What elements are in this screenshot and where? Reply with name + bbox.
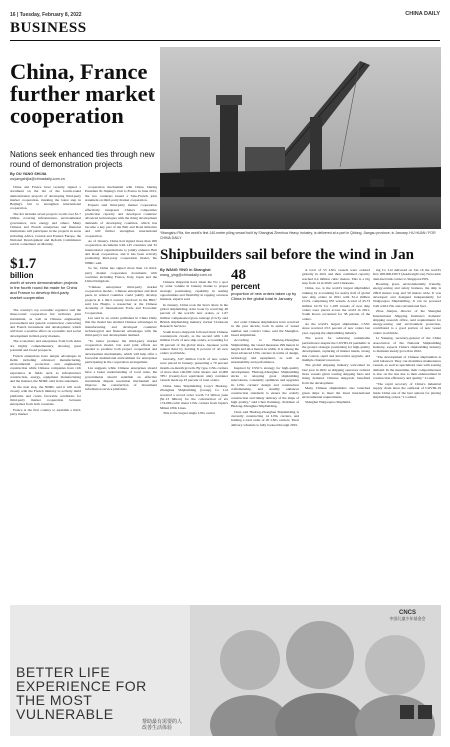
ad-chinese-slogan: 帮助最有需要的人 改善生活体验 (142, 719, 183, 731)
ad-brand: CNCS 中国儿童少年基金会 (389, 610, 426, 621)
stat-desc-2: proportion of new orders taken up by China in the global total in January (231, 291, 297, 301)
qr-code-1 (400, 705, 414, 719)
article1-col1a: China and France have recently signed a document on the list of the fourth-round demonstration projects of developing third-party market cooperation, marking the latest step in Beijing's bid to strengthen international cooperation. The list includes seven projects worth over $1.7 billion, covering infrastructure, environmental governance, new energy and others. Many Chinese and French enterprises and financial institutions will participate in the projects in areas including Africa, Central and Eastern Europe, the National Development and Reform Commission said in a statement on Monday. (10, 185, 81, 247)
ship-photo (160, 47, 441, 229)
byline: By OU YANG SHIJIA ouyangshijia@chinadaily.com.cn (10, 172, 65, 181)
advertisement (10, 605, 441, 736)
section-rule (10, 40, 440, 41)
article1-col2: cooperation mechanism with China. During President Xi Jinping's visit to France in June 2015, the two countries issued a Sino-French joint statement on third-party market cooperation. Experts said third-party market cooperation effectively integrates China's competitive production capacity and developed countries' advanced technologies with the rising development demands of developing countries, which has become a key part of the Belt and Road Initiative and will further strengthen international cooperation. As of January, China had signed more than 200 cooperation documents with 145 countries and 32 international organizations to jointly enhance Belt and Road cooperation, and it has been actively promoting third-party cooperation model, the NDRC said. So far, China has signed more than 14 third-party market cooperation documents with countries including France, Italy, Japan and the United Kingdom. "Chinese enterprises' third-party market cooperation model... Chinese enterprises and their peers in related countries could jointly develop projects in a third country involved in the BRI," said Liu Huajia, a researcher at the Chinese Academy of International Trade and Economic Cooperation. Liu said in an article published in China Daily that the model has enabled Chinese advantages in manufacturing and developed countries' technological and financial advantages with the third-party's real development demand. "To better promote the third-party market cooperation model, Liu said joint efforts are needed to promote both project cooperation and development mechanisms, which will help offer a favorable institutional environment for enterprises participating in the cooperation arrangement. Liu suggests while Chinese enterprises should have a better understanding of local rules, the governments should establish an effective investment dispute resolution mechanism and improve the construction of investment information service platforms. (85, 185, 157, 392)
stat-callout-billion (10, 257, 81, 300)
stat-desc: worth of seven demonstration projects in the fourth round list made for China and France to develop third-party market cooperation (10, 280, 78, 300)
page-number: 16 | Tuesday, February 8, 2022 (10, 12, 82, 18)
headline-shipbuilders: Shipbuilders sail before the wind in Jan (160, 247, 414, 263)
page-header (10, 10, 440, 20)
stat-value: $1.7 (10, 256, 37, 272)
article2-col2: rier order Chinese shipbuilders have received in the past decade, both in terms of vessel number and contract value, said the Shanghai-based shipbuilder. According to Hudong-Zhonghua Shipbuilding, the vessel measures 299 meters in length and 46.4 meters in width. It is among the most advanced LNG carriers in terms of design, technology, and equipment, as well as sustainability and performance. Inspired by CSSC's strategy for high-quality development, Hudong-Zhonghua Shipbuilding sticks to adopting great shipbuilding innovations, constantly optimizes and upgrades its LNG carriers' design and construction craftsmanship, and steadily enhances construction standards to ensure the orderly construction and timely delivery of the ships of high quality," said Chen Jianliang, chairman of Hudong-Zhonghua Shipbuilding. Chen said Hudong-Zhonghua Shipbuilding is currently constructing 14 LNG carriers, and holding a total order of 20 LNG carriers. Their delivery schedule is fully booked through 2025. (231, 320, 299, 427)
stat-value-2: 48 (231, 267, 246, 283)
article2-col1: Chinese shipyards have taken the No 1 spot by order volume in January thanks to proper strategic positioning, capability in seizing opportunities and flexibility in tapping overseas markets, experts said. In January, China took the lion's share in the global shipbuilding order book by receiving 48 percent of the world's new orders, or 1.67 million compensated gross tonnage (CGT), said British shipbuilding industry tracker Clarksons Research Services. South Korea shipyards followed their Chinese counterparts closely, as the second with 1.26 million CGTs of new ship orders, accounting for 36 percent of the global share. Japanese yards ranked third by holding 6 percent of all new orders worldwide. Globally, 3.87 million CGTs of new orders were placed in January, presenting a 70 percent month-on-month growth. By type, LNG carriers of more than 140,000 cubic meters and 12,000 TEU (twenty-foot equivalent unit) container vessels made up 43 percent of total orders. China State Shipbuilding Corp's Hudong-Zhonghua Shipbuilding (Group) Co Ltd received a record order worth 7.2 billion yuan ($1.13 billion) for the construction of six 174,000-cubic meter LNG carriers from Japan's Mitsui OSK Lines. This is the largest single LNG carrier (160, 280, 228, 416)
stat-unit: billion (10, 271, 34, 280)
qr-code-2 (418, 705, 432, 719)
article2-col4: ing Co Ltd delivered on Jan 16 the world's first 208,000-DWT (deadweight ton) Newcastle dual-fuel bulk carrier to Singapore EPS. Boasting great, environmentally friendly, energy-saving and safety features, the ship is 299.8 meters long and 50 meters wide. It was developed and designed independently for Waigaoqiao Shipbuilding. It can be powered both with LNG and conventional fuel. Zhou Jianjun, director of the Shanghai International Shipping Institute's domestic shipping research office, said requirements for energy-saving and environment protection, contributed to a good portion of new vessel orders worldwide. Li Yanqing, secretary-general of the China Association of the National Shipbuilding Industry, expects China's shipbuilding industry to maintain steady growth in 2022. "The development of Chinese shipbuilders is well balanced. They can maximize maintenance vessels, as well as specialized ones with soaring demand. In the meantime, their competitiveness is also on the rise due to their enhancement in construction efficiency and quality," Li said. "The rapid recovery of China's industrial supply chain since the outbreak of COVID-19 made China one of the best options for placing shipbuilding orders," Li added. (373, 268, 441, 399)
stat-unit-2: percent (231, 282, 260, 291)
article1-col1b: The country's top economic regulator said the three-round cooperation list indicates joint investment, as well as Chinese engineering procurement and general construction contracting and French investment and development, which will have a positive effect on economic and social development in third-party markets. The economics and enterprises from both sides are highly complementary, showing great potential and broad prospects. French enterprises have unique advantages in fields including advanced manufacturing, environmental protection and engineering construction while Chinese companies have rich experience in fields such as infrastructure construction, energy, equipment manufacturing and the internet, the NDRC said in the statement. In the next step, the NDRC said it will work closely with the French ministry to actively build platforms and create favorable conditions for third-party market cooperation between enterprises from both countries. France is the first country to establish a third-party market (10, 308, 81, 417)
stat-callout-percent (231, 268, 299, 301)
photo-caption: Yibangshu Fifa, the world's first 140-meter piling vessel built by Shanghai Zhenhua Heavy Industry, is delivered at a port in Qidong, Jiangsu province, in January. HU HUAN / FOR CHINA DAILY (160, 231, 436, 240)
byline-2: By WANG YING in Shanghai wang_ying@chinadaily.com.cn (160, 268, 212, 277)
subheadline: Nations seek enhanced ties through new round of demonstration projects (10, 150, 155, 169)
ad-headline: BETTER LIFE EXPERIENCE FOR THE MOST VULNERABLE (16, 664, 147, 722)
publication-name: CHINA DAILY (405, 11, 440, 17)
headline-china-france: China, France further market cooperation (10, 59, 156, 128)
article2-col3: A total of 55 LNG vessels were ordered globally in 2021 and their combined capacity reached 9.4 million cubic meters. This is a big leap from 14 in 2020, said Clarksons. China, too, is the world's largest shipbuilder ranking by accounting for nearly half of global new ship orders in 2021 with 32.4 million CGTs, comprising 955 vessels. A total of 45.73 million GCTs for 1,168 vessels of new ship orders were placed across the world in 2021, South Korea accounted for 38 percent of the orders. As the world's largest shipbuilder, CSSC alone received 23.5 percent of new orders last year, topping the shipbuilding industry. The secret for achieving remarkable performance despite the COVID-19 pandemic is the group's strategic positioning for high-quality development, capturing of market trends, strong risk control, rapid and innovative upgrade, and multiple channel resources. The global shipping industry welcomed its best year in 2021 as shipping operators ordered more vessels given soaring shipping fares and rising demand. Chinese shipyards benefited from the development. Many Chinese shipbuilders also launched green ships to meet the latest international environmental requirements. Shanghai Waigaoqiao Shipbuild- (302, 268, 370, 405)
section-title: BUSINESS (10, 20, 87, 36)
